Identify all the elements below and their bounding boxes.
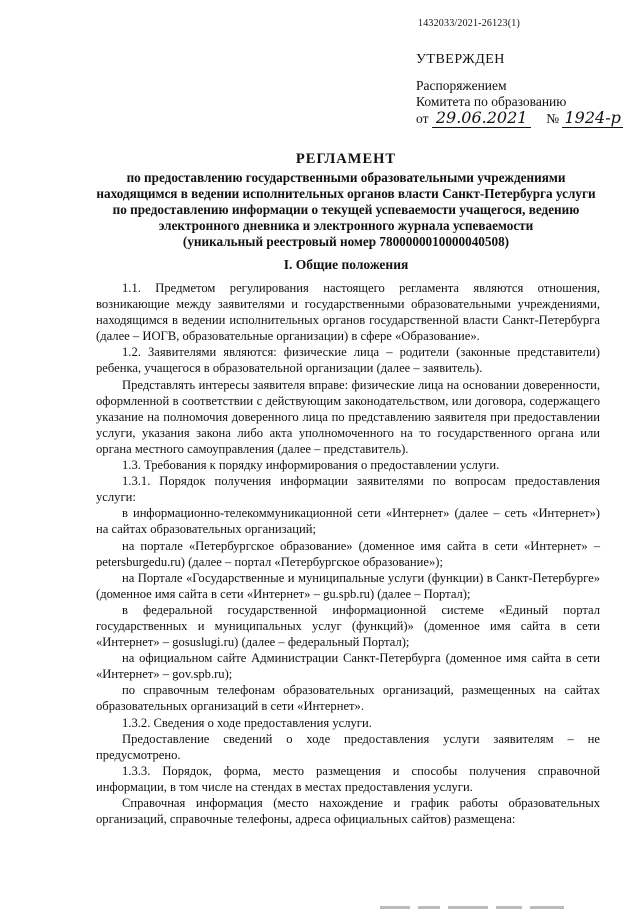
- list-item-gu-spb: на Портале «Государственные и муниципальные услуги (функции) в Санкт-Петербурге» (доменное имя сайта в сети «Интернет» – gu.spb.ru) (далее – Портал);: [96, 570, 600, 601]
- paragraph-1-3-2: 1.3.2. Сведения о ходе предоставления услуги.: [122, 715, 372, 730]
- document-registration-number: 1432033/2021-26123(1): [418, 18, 520, 29]
- regulation-title-line: по предоставлению информации о текущей успеваемости учащегося, ведению: [112, 202, 580, 217]
- approval-title: УТВЕРЖДЕН: [416, 52, 505, 67]
- section-title-general: I. Общие положения: [283, 257, 409, 272]
- paragraph-representatives: Представлять интересы заявителя вправе: физические лица на основании доверенности, оформленной в соответствии с действующим законодательством, или договора, содержащего указание на полномочия доверенного лица по представлению заявителя при предоставлении услуги, указания закона либо акта уполномоченного на то государственного органа или органа местного самоуправления (далее – представитель).: [96, 377, 600, 456]
- regulation-heading: РЕГЛАМЕНТ: [295, 151, 397, 167]
- paragraph-1-2: 1.2. Заявителями являются: физические лица – родители (законные представители) ребенка, учащегося в образовательной организации (далее – заявитель).: [96, 345, 600, 376]
- paragraph-1-1: 1.1. Предметом регулирования настоящего регламента являются отношения, возникающие между заявителями и государственными образовательными учреждениями, находящимся в ведении исполнительных органов государственной власти Санкт-Петербурга (далее – ИОГВ, образовательные организации) в сфере «Образование».: [96, 281, 600, 344]
- list-item-petersburgedu: на портале «Петербургское образование» (доменное имя сайта в сети «Интернет» – petersburgedu.ru) (далее – портал «Петербургское образование»);: [96, 538, 600, 569]
- approval-date-number-line: [416, 110, 623, 127]
- regulation-title-line: (уникальный реестровый номер 7800000010000040508): [182, 234, 510, 249]
- regulation-title-line: находящимся в ведении исполнительных органов власти Санкт-Петербурга услуги: [96, 186, 596, 201]
- list-item-gosuslugi: в федеральной государственной информационной системе «Единый портал государственных и муниципальных услуг (функций)» (доменное имя сайта в сети «Интернет» – gosuslugi.ru) (далее – федеральный Портал);: [96, 602, 600, 650]
- paragraph-1-3: 1.3. Требования к порядку информирования о предоставлении услуги.: [122, 458, 500, 473]
- number-prefix: №: [546, 111, 560, 126]
- paragraph-status-info: Предоставление сведений о ходе предоставления услуги заявителям – не предусмотрено.: [96, 731, 600, 762]
- paragraph-1-3-1: 1.3.1. Порядок получения информации заявителями по вопросам предоставления услуги:: [96, 474, 600, 505]
- handwritten-order-number: 1924-р: [564, 108, 621, 127]
- approval-line-order: Распоряжением: [416, 78, 507, 93]
- approval-stamp-block: [416, 52, 623, 127]
- regulation-title-line: электронного дневника и электронного журнала успеваемости: [158, 218, 534, 233]
- list-item-phones: по справочным телефонам образовательных организаций, размещенных на сайтах образовательных организаций в сети «Интернет».: [96, 683, 600, 714]
- regulation-title: [96, 151, 596, 250]
- list-item-internet: в информационно-телекоммуникационной сети «Интернет» (далее – сеть «Интернет») на сайтах образовательных организаций;: [96, 506, 600, 537]
- paragraph-reference-info: Справочная информация (место нахождение и график работы образовательных организаций, справочные телефоны, адреса официальных сайтов) размещена:: [96, 796, 600, 827]
- handwritten-date: 29.06.2021: [432, 108, 532, 128]
- scan-edge-artifact: [380, 896, 620, 902]
- date-prefix: от: [416, 111, 429, 126]
- regulation-title-line: по предоставлению государственными образовательными учреждениями: [126, 170, 566, 185]
- document-body: [96, 280, 600, 827]
- list-item-gov-spb: на официальном сайте Администрации Санкт-Петербурга (доменное имя сайта в сети «Интернет» – gov.spb.ru);: [96, 651, 600, 682]
- paragraph-1-3-3: 1.3.3. Порядок, форма, место размещения и способы получения справочной информации, в том числе на стендах в местах предоставления услуги.: [96, 763, 600, 794]
- approval-line-committee: Комитета по образованию: [416, 94, 567, 109]
